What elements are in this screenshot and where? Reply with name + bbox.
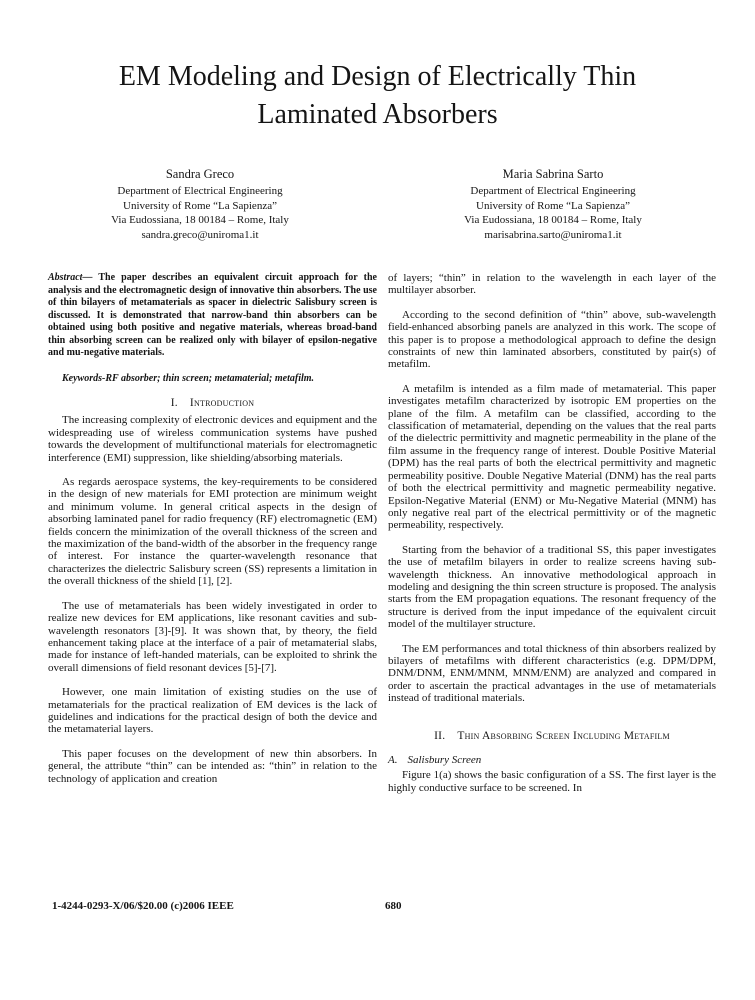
author-address: Via Eudossiana, 18 00184 – Rome, Italy — [464, 214, 642, 227]
author-name: Sandra Greco — [165, 167, 235, 181]
abstract-text: The paper describes an equivalent circuit approach for the analysis and the electromagnetic design of innovative thin absorbers. The use of thin bilayers of metamaterials as spacer in dielectric Salisbury screen is discussed. It is demonstrated that narrow-band thin absorbers can be obtained using both positive and negative materials, whereas broad-band thin absorbing screen can be realized only with bilayer of epsilon-negative and mu-negative materials. — [48, 272, 377, 358]
body-paragraph: According to the second definition of “thin” above, sub-wavelength field-enhanced absorbing panels are analyzed in this work. The scope of this paper is to propose a methodological approach to define the design constraints of new thin laminated absorbers, constituted by pair(s) of metafilm. — [388, 308, 716, 371]
author-block-2 — [385, 166, 721, 242]
body-paragraph: The EM performances and total thickness of thin absorbers realized by bilayers of metafilms with different characteristics (e.g. DPM/DPM, DNM/DNM, ENM/MNM, MNM/ENM) are analyzed and compared in order to ascertain the practical advantages in the use of metamaterials instead of traditional materials. — [388, 642, 716, 705]
keywords: Keywords-RF absorber; thin screen; metamaterial; metafilm. — [62, 372, 315, 384]
author-university: University of Rome “La Sapienza” — [476, 199, 630, 212]
section-heading-1 — [48, 397, 377, 409]
author-department: Department of Electrical Engineering — [470, 185, 636, 197]
body-paragraph: A metafilm is intended as a film made of metamaterial. This paper investigates metafilm characterized by isotropic EM properties on the plane of the film. A metafilm can be classified, according to the classification of metamaterial, depending on the values that the real parts of the dielectric permittivity and magnetic permeability in the plane of the film assume in the frequency range of interest. Double Positive Material (DPM) has the real parts of both the electrical permittivity and magnetic permeability positive. Double Negative Material (DNM) has the real parts of both the electrical permittivity and magnetic permeability negative. Epsilon-Negative Material (ENM) or Mu-Negative Material (MNM) has only negative real part of the electrical permittivity or of the magnetic permeability, respectively. — [388, 382, 716, 532]
author-email: sandra.greco@uniroma1.it — [141, 228, 259, 241]
author-block-1 — [30, 166, 370, 242]
body-paragraph: of layers; “thin” in relation to the wavelength in each layer of the multilayer absorber. — [388, 272, 716, 297]
body-paragraph: As regards aerospace systems, the key-requirements to be considered in the design of new materials for EMI protection are minimum weight and minimum volume. In general critical aspects in the design of absorbing laminated panel for radio frequency (RF) electromagnetic (EM) fields concern the minimization of the overall thickness of the screen and the maximization of the band-width of the absorber in the frequency range of interest. For instance the quarter-wavelength resonance that characterizes the dielectric Salisbury screen (SS) represents a limitation in the overall thickness of the shield [1], [2]. — [48, 476, 377, 588]
author-name: Maria Sabrina Sarto — [502, 167, 604, 181]
body-paragraph: The use of metamaterials has been widely investigated in order to realize new devices for EM applications, like resonant cavities and sub-wavelength resonators [3]-[9]. It was shown that, by theory, the field enhancement taking place at the interface of a pair of metamaterial slabs, made for instance of left-handed materials, can be exploited to shrink the overall dimensions of field resonant devices [5]-[7]. — [48, 599, 377, 674]
section-title: Introduction — [189, 397, 255, 409]
subsection-title: Salisbury Screen — [407, 754, 482, 766]
body-paragraph: Figure 1(a) shows the basic configuration of a SS. The first layer is the highly conductive surface to be screened. In — [388, 769, 716, 794]
paper-title-line1: EM Modeling and Design of Electrically Thin — [118, 61, 637, 92]
page-number: 680 — [385, 900, 402, 912]
body-paragraph: The increasing complexity of electronic devices and equipment and the widespreading use of wireless communication systems have pushed towards the development of multifunctional materials for electromagnetic interference (EMI) suppression, like shielding/absorbing materials. — [48, 414, 377, 464]
left-column — [48, 272, 377, 785]
abstract — [48, 272, 377, 360]
author-address: Via Eudossiana, 18 00184 – Rome, Italy — [111, 214, 289, 227]
section-heading-2 — [388, 730, 716, 742]
section-number: I. — [170, 397, 178, 409]
body-paragraph: However, one main limitation of existing studies on the use of metamaterials for the practical realization of EM devices is the lack of guidelines and indications for the practical design of both the device and the metamaterial layers. — [48, 686, 377, 736]
section-title: Thin Absorbing Screen Including Metafilm — [457, 729, 670, 742]
author-university: University of Rome “La Sapienza” — [123, 199, 277, 212]
paper-title — [0, 58, 755, 134]
subsection-number: A. — [388, 754, 398, 766]
abstract-label: Abstract— — [48, 272, 93, 283]
author-email: marisabrina.sarto@uniroma1.it — [484, 228, 622, 241]
footer-copyright: 1-4244-0293-X/06/$20.00 (c)2006 IEEE — [52, 900, 234, 912]
paper-title-line2: Laminated Absorbers — [257, 99, 498, 130]
body-paragraph: This paper focuses on the development of new thin absorbers. In general, the attribute “thin” can be intended as: “thin” in relation to the technology of application and creation — [48, 747, 377, 785]
right-column — [388, 272, 716, 794]
author-department: Department of Electrical Engineering — [117, 185, 283, 197]
body-paragraph: Starting from the behavior of a traditional SS, this paper investigates the use of metafilm bilayers in order to realize screens having sub-wavelength thickness. An innovative methodological approach in modeling and designing the thin screen structure is proposed. The analysis starts from the EM propagation equations. The resonant frequency of the structure is derived from the input impedance of the equivalent circuit model of the multilayer structure. — [388, 543, 716, 631]
subsection-heading-a — [388, 754, 716, 766]
section-number: II. — [434, 729, 446, 742]
